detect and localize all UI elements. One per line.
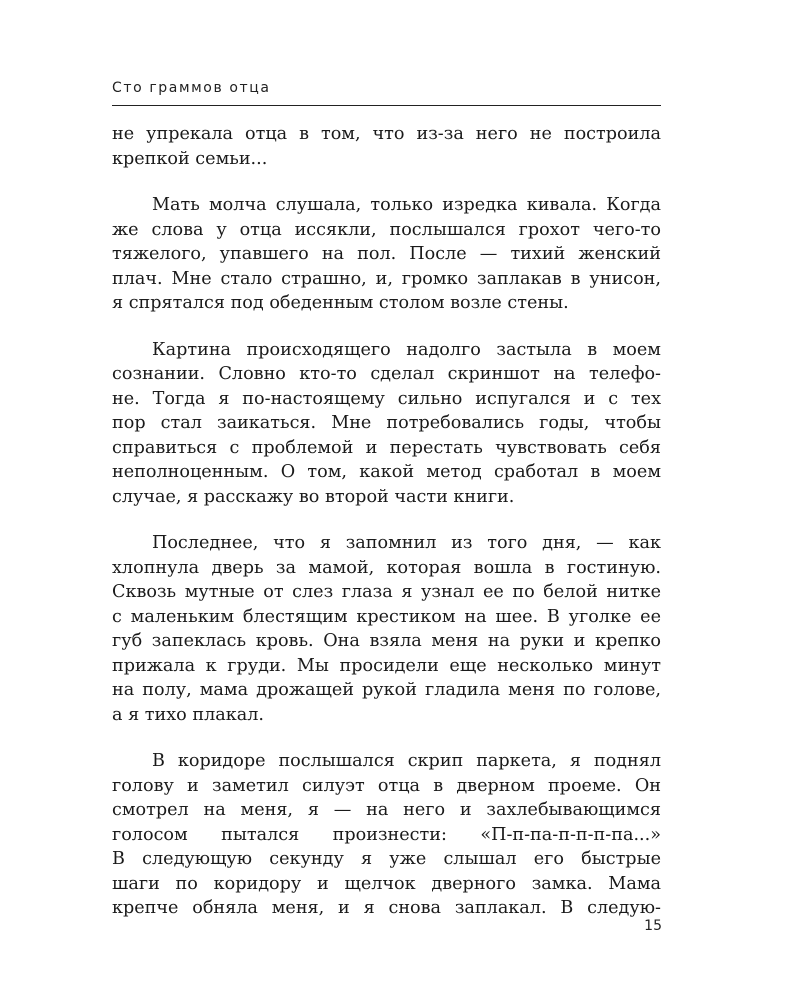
text-line: с маленьким блестящим крестиком на шее. В уголке ее (112, 606, 661, 627)
text-line: шаги по коридору и щелчок дверного замка. Мама (112, 873, 661, 894)
text-line: Картина происходящего надолго застыла в моем (152, 339, 661, 360)
text-line: крепче обняла меня, и я снова заплакал. В следую- (112, 898, 661, 918)
text-line: Мать молча слушала, только изредка кивала. Когда (152, 195, 661, 215)
text-line: плач. Мне стало страшно, и, громко заплакав в унисон, (112, 268, 661, 289)
text-line: Сквозь мутные от слез глаза я узнал ее по белой нитке (112, 582, 661, 602)
text-line: же слова у отца иссякли, послышался грохот чего-то (112, 219, 661, 240)
text-line: неполноценным. О том, какой метод сработал в моем (112, 462, 661, 482)
text-line: тяжелого, упавшего на пол. После — тихий женский (112, 244, 661, 264)
page-body (112, 122, 661, 943)
text-line: хлопнула дверь за мамой, которая вошла в гостиную. (112, 557, 661, 578)
paragraph (112, 749, 661, 921)
text-line: В следующую секунду я уже слышал его быстрые (112, 849, 661, 869)
text-line: сознании. Словно кто-то сделал скриншот на телефо- (112, 364, 661, 384)
text-line: губ запеклась кровь. Она взяла меня на руки и крепко (112, 631, 661, 651)
text-line: случае, я расскажу во второй части книги. (112, 486, 515, 507)
text-line: а я тихо плакал. (112, 704, 264, 725)
text-line: прижала к груди. Мы просидели еще несколько минут (112, 655, 661, 676)
text-line: крепкой семьи... (112, 148, 268, 169)
text-line: голосом пытался произнести: «П-п-па-п-п-п-па...» (112, 824, 661, 845)
page-number: 15 (644, 918, 662, 934)
text-line: Последнее, что я запомнил из того дня, — как (152, 533, 661, 553)
text-line: не. Тогда я по-настоящему сильно испугался и с тех (112, 388, 661, 409)
text-line: справиться с проблемой и перестать чувствовать себя (112, 437, 661, 458)
text-line: голову и заметил силуэт отца в дверном проеме. Он (112, 775, 661, 796)
paragraph (112, 193, 661, 316)
paragraph (112, 338, 661, 510)
paragraph-continuation (112, 122, 661, 171)
text-line: смотрел на меня, я — на него и захлебывающимся (112, 800, 661, 820)
paragraph (112, 531, 661, 727)
text-line: я спрятался под обеденным столом возле стены. (112, 293, 569, 313)
text-line: не упрекала отца в том, что из-за него не построила (112, 124, 661, 144)
text-line: В коридоре послышался скрип паркета, я поднял (152, 751, 661, 771)
text-line: на полу, мама дрожащей рукой гладила меня по голове, (112, 680, 661, 700)
text-line: пор стал заикаться. Мне потребовались годы, чтобы (112, 413, 661, 433)
header-divider (112, 105, 661, 106)
running-head: Сто граммов отца (112, 80, 271, 96)
